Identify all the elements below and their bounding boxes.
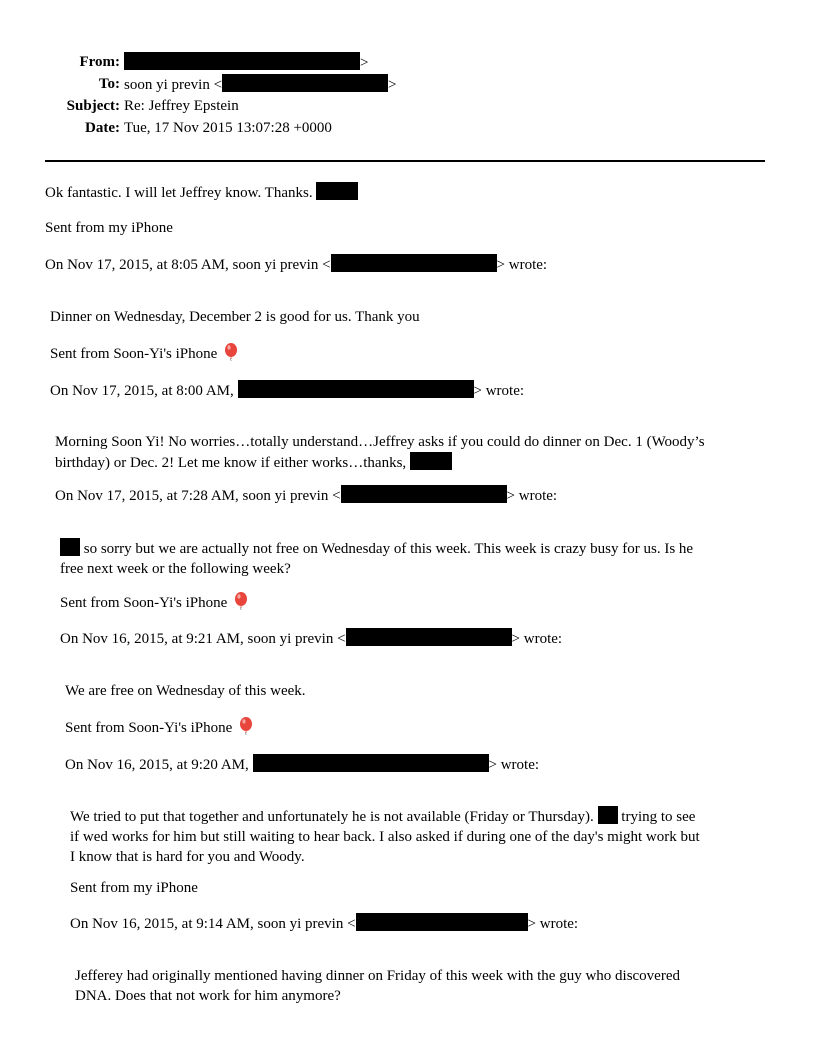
message-text: birthday) or Dec. 2! Let me know if either works…thanks, <box>55 455 407 471</box>
quote-prefix: On Nov 17, 2015, at 8:05 AM, soon yi previn < <box>45 257 331 273</box>
redaction-block <box>316 182 358 200</box>
quote-suffix: > wrote: <box>496 257 548 273</box>
message-text: We tried to put that together and unfortunately he is not available (Friday or Thursday). <box>70 809 594 825</box>
message-line: Morning Soon Yi! No worries…totally understand…Jeffrey asks if you could do dinner on Dec. 1 (Woody’s <box>55 434 705 450</box>
balloon-emoji-icon <box>234 592 248 616</box>
signature: Sent from my iPhone <box>45 220 173 236</box>
message-line <box>60 538 693 559</box>
quote-prefix: On Nov 17, 2015, at 7:28 AM, soon yi previn < <box>55 488 341 504</box>
quote-suffix: > wrote: <box>511 631 563 647</box>
signature: Sent from my iPhone <box>70 880 198 896</box>
message-line <box>55 452 705 473</box>
subject-value: Re: Jeffrey Epstein <box>124 98 239 114</box>
signature-text: Sent from Soon-Yi's iPhone <box>50 346 218 362</box>
message-body: We are free on Wednesday of this week. <box>65 683 306 699</box>
redaction-block <box>222 74 388 92</box>
redaction-block <box>331 254 497 272</box>
message-line: Jefferey had originally mentioned having dinner on Friday of this week with the guy who discovered <box>75 968 680 984</box>
message-body <box>70 806 700 867</box>
message-line: DNA. Does that not work for him anymore? <box>75 988 341 1004</box>
quote-prefix: On Nov 16, 2015, at 9:20 AM, <box>65 757 249 773</box>
message-line <box>70 806 700 827</box>
redaction-block <box>346 628 512 646</box>
message-line: I know that is hard for you and Woody. <box>70 849 305 865</box>
signature-text: Sent from Soon-Yi's iPhone <box>60 595 228 611</box>
date-value: Tue, 17 Nov 2015 13:07:28 +0000 <box>124 120 332 136</box>
subject-label: Subject: <box>66 98 120 114</box>
redaction-block <box>341 485 507 503</box>
quote-header <box>50 380 524 401</box>
date-label: Date: <box>85 120 120 136</box>
from-value: > <box>124 52 368 73</box>
message-body <box>60 538 693 579</box>
balloon-emoji-icon <box>224 343 238 367</box>
message-text: so sorry but we are actually not free on Wednesday of this week. This week is crazy busy for us. Is he <box>83 541 694 557</box>
quote-header <box>65 754 539 775</box>
signature <box>65 717 253 741</box>
redaction-block <box>356 913 528 931</box>
signature-text: Sent from Soon-Yi's iPhone <box>65 720 233 736</box>
quote-suffix: > wrote: <box>506 488 558 504</box>
quote-prefix: On Nov 17, 2015, at 8:00 AM, <box>50 383 234 399</box>
header-divider <box>45 160 765 162</box>
signature <box>60 592 248 616</box>
message-text: Ok fantastic. I will let Jeffrey know. Thanks. <box>45 185 313 201</box>
signature <box>50 343 238 367</box>
redaction-block <box>238 380 474 398</box>
redaction-block <box>598 806 618 824</box>
quote-header <box>45 254 547 275</box>
quote-suffix: > wrote: <box>473 383 525 399</box>
from-label: From: <box>79 54 120 70</box>
quote-prefix: On Nov 16, 2015, at 9:21 AM, soon yi previn < <box>60 631 346 647</box>
redaction-block <box>60 538 80 556</box>
quote-suffix: > wrote: <box>527 916 579 932</box>
message-body <box>45 182 358 203</box>
to-label: To: <box>98 76 120 92</box>
message-body <box>55 432 705 473</box>
to-value: soon yi previn < > <box>124 74 397 95</box>
message-line: free next week or the following week? <box>60 561 291 577</box>
message-line: if wed works for him but still waiting to hear back. I also asked if during one of the day's might work but <box>70 829 700 845</box>
quote-suffix: > wrote: <box>488 757 540 773</box>
quote-prefix: On Nov 16, 2015, at 9:14 AM, soon yi previn < <box>70 916 356 932</box>
quote-header <box>55 485 557 506</box>
message-body <box>75 966 680 1006</box>
quote-header <box>70 913 578 934</box>
balloon-emoji-icon <box>239 717 253 741</box>
message-text: trying to see <box>621 809 696 825</box>
redaction-block <box>124 52 360 70</box>
redaction-block <box>410 452 452 470</box>
redaction-block <box>253 754 489 772</box>
message-body: Dinner on Wednesday, December 2 is good for us. Thank you <box>50 309 420 325</box>
quote-header <box>60 628 562 649</box>
to-name: soon yi previn < <box>124 77 223 93</box>
